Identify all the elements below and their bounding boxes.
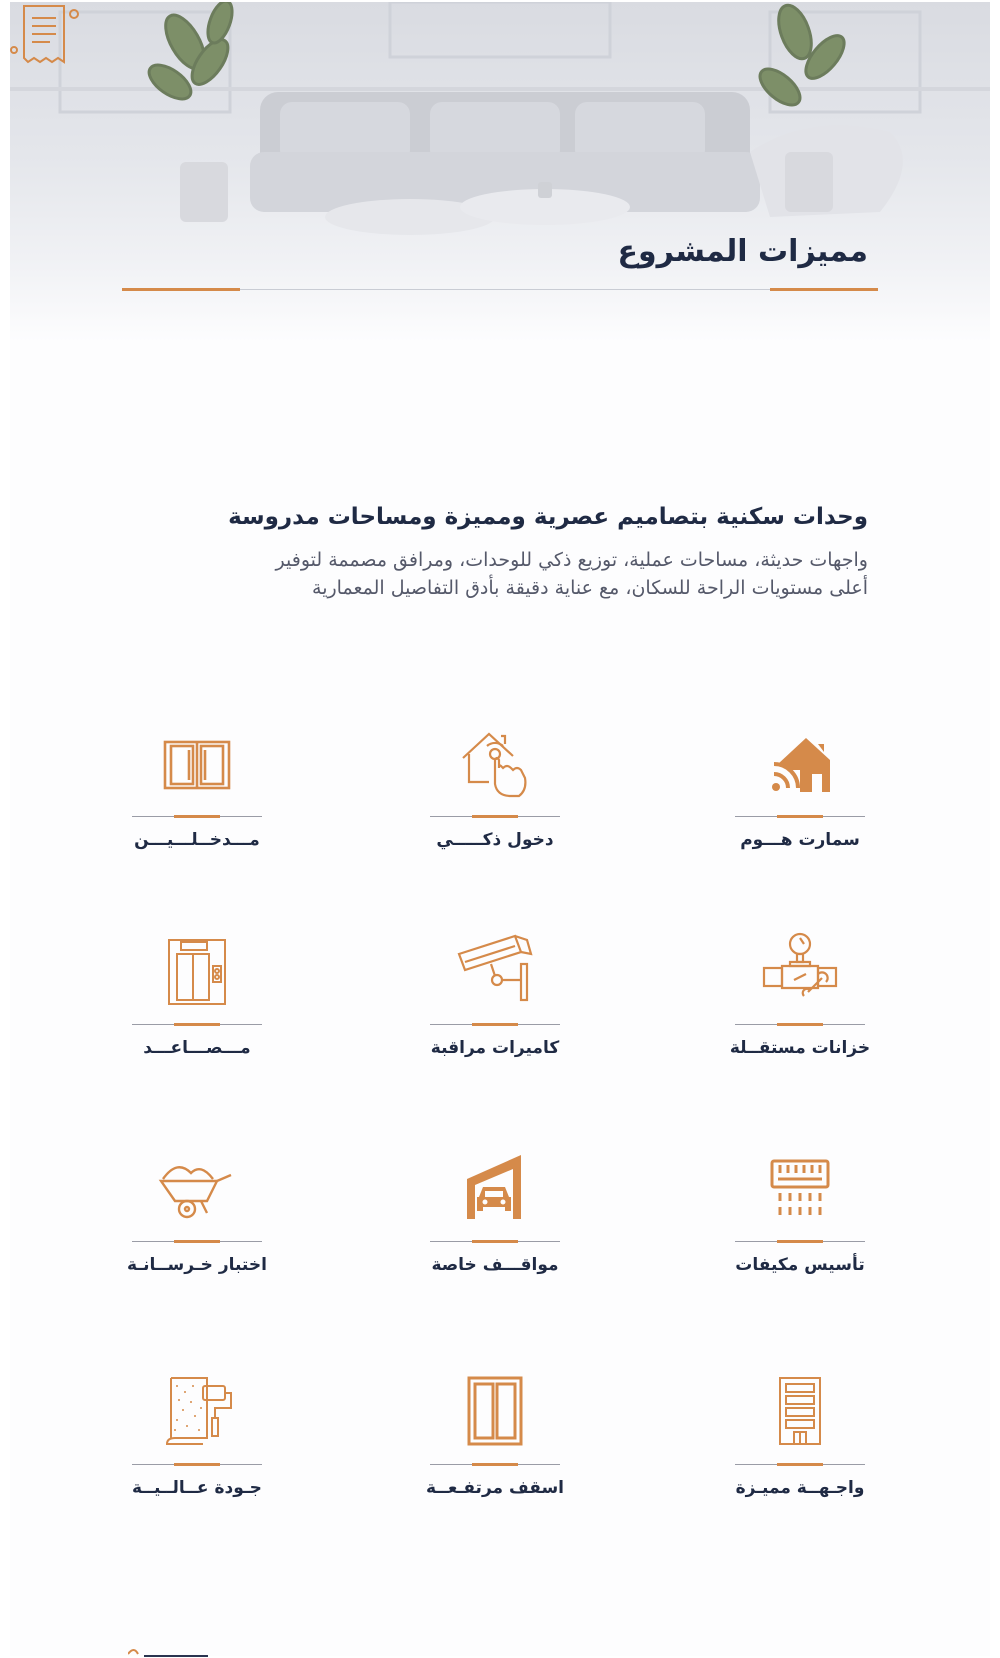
hero-banner — [10, 2, 990, 342]
feature-divider-accent — [174, 1240, 220, 1243]
feature-private-parking — [430, 1149, 560, 1289]
feature-divider-accent — [472, 1023, 518, 1026]
feature-two-entrances — [132, 724, 262, 864]
feature-smart-home — [735, 724, 865, 864]
feature-label: اسقف مرتفـعــة — [425, 1478, 564, 1498]
feature-label: كاميرات مراقبة — [430, 1038, 560, 1058]
feature-ac-installation — [735, 1149, 865, 1289]
intro-body-line-2: أعلى مستويات الراحة للسكان، مع عناية دقيقة بأدق التفاصيل المعمارية — [312, 577, 868, 599]
living-room-photo — [10, 2, 990, 342]
smart-home-icon — [760, 724, 840, 804]
feature-label: مواقـــف خاصة — [431, 1255, 559, 1275]
feature-divider-accent — [777, 1463, 823, 1466]
feature-divider-accent — [472, 815, 518, 818]
page — [10, 2, 990, 1656]
feature-label: واجـهــة مميـزة — [735, 1478, 865, 1498]
feature-distinctive-facade — [735, 1372, 865, 1512]
feature-divider-accent — [777, 1240, 823, 1243]
feature-divider-accent — [174, 815, 220, 818]
feature-label: مـــدخــلـــيـــن — [134, 830, 260, 850]
feature-concrete-testing — [127, 1149, 267, 1289]
feature-smart-entry — [430, 724, 560, 864]
intro-body — [108, 546, 868, 602]
feature-security-cameras — [430, 932, 560, 1072]
page-title: مميزات المشروع — [617, 234, 868, 269]
feature-divider-accent — [777, 1023, 823, 1026]
elevator-icon — [157, 932, 237, 1012]
feature-high-ceilings — [425, 1372, 564, 1512]
title-divider-accent-right — [770, 288, 878, 291]
air-conditioner-icon — [760, 1149, 840, 1229]
high-ceiling-window-icon — [455, 1372, 535, 1452]
feature-divider-accent — [174, 1463, 220, 1466]
facade-building-icon — [760, 1372, 840, 1452]
feature-label: دخول ذكـــــي — [436, 830, 554, 850]
intro-body-line-1: واجهات حديثة، مساحات عملية، توزيع ذكي للوحدات، ومرافق مصممة لتوفير — [275, 549, 868, 571]
feature-elevators — [132, 932, 262, 1072]
title-divider-accent-left — [122, 288, 240, 291]
smart-entry-icon — [455, 724, 535, 804]
security-camera-icon — [455, 932, 535, 1012]
feature-divider-accent — [174, 1023, 220, 1026]
feature-label: خزانات مستقــلة — [729, 1038, 871, 1058]
double-door-icon — [157, 724, 237, 804]
feature-divider-accent — [777, 815, 823, 818]
wheelbarrow-icon — [157, 1149, 237, 1229]
feature-label: اختبار خـرســانـة — [127, 1255, 267, 1275]
feature-divider-accent — [472, 1463, 518, 1466]
feature-label: سمارت هـــوم — [740, 830, 860, 850]
feature-label: مـــصـــاعـــد — [143, 1038, 251, 1058]
intro-heading: وحدات سكنية بتصاميم عصرية ومميزة ومساحات مدروسة — [228, 504, 868, 530]
feature-divider-accent — [472, 1240, 518, 1243]
feature-label: جـودة عــالــيــة — [132, 1478, 262, 1498]
private-parking-icon — [455, 1149, 535, 1229]
feature-water-tanks — [729, 932, 871, 1072]
feature-high-quality — [132, 1372, 262, 1512]
water-tank-gauge-icon — [760, 932, 840, 1012]
paint-roller-icon — [157, 1372, 237, 1452]
feature-label: تأسيس مكيفات — [735, 1255, 865, 1275]
document-icon — [10, 2, 90, 72]
